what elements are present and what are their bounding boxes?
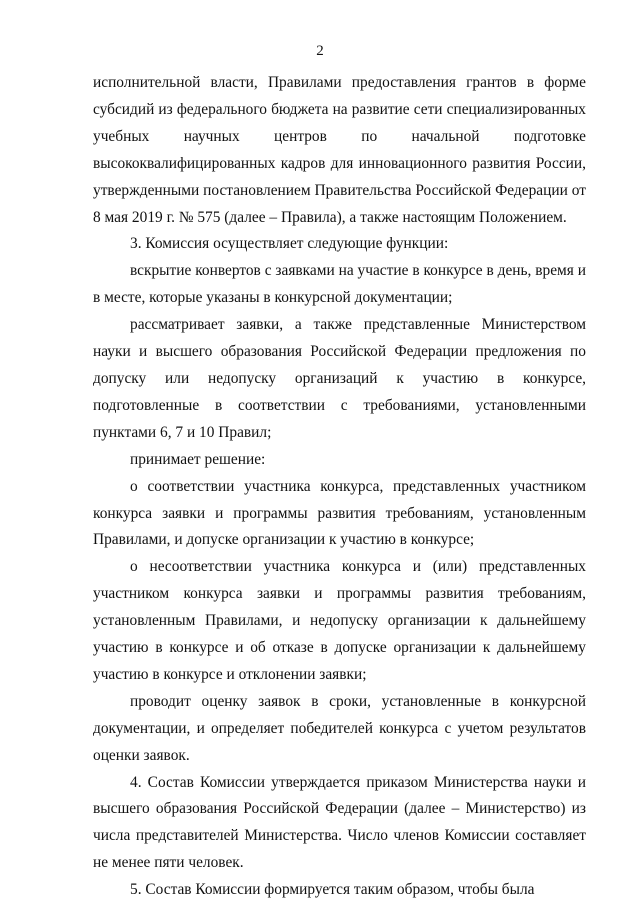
paragraph-function-opening-envelopes: вскрытие конвертов с заявками на участие в конкурсе в день, время и в месте, которые указаны в конкурсной документации; [93, 262, 586, 307]
paragraph-item-4: 4. Состав Комиссии утверждается приказом Министерства науки и высшего образования Российской Федерации (далее – Министерство) из числа представителей Министерства. Число членов Комиссии составляет не менее пяти человек. [93, 773, 586, 872]
paragraph-function-review-applications: рассматривает заявки, а также представленные Министерством науки и высшего образования Российской Федерации предложения по допуску или недопуску организаций к участию в конкурсе, подготовленные в соответствии с требованиями, установленными пунктами 6, 7 и 10 Правил; [93, 316, 586, 441]
paragraph-decision-compliance: о соответствии участника конкурса, представленных участником конкурса заявки и программы развития требованиям, установленным Правилами, и допуске организации к участию в конкурсе; [93, 477, 586, 549]
paragraph-item-5: 5. Состав Комиссии формируется таким образом, чтобы была [130, 881, 535, 899]
paragraph-function-evaluation: проводит оценку заявок в сроки, установленные в конкурсной документации, и определяет победителей конкурса с учетом результатов оценки заявок. [93, 692, 586, 764]
paragraph-item-3: 3. Комиссия осуществляет следующие функции: [130, 235, 449, 253]
paragraph-function-decision: принимает решение: [130, 450, 266, 468]
paragraph-intro: исполнительной власти, Правилами предоставления грантов в форме субсидий из федерального бюджета на развитие сети специализированных учебных научных центров по начальной подготовке высококвалифицированных кадров для инновационного развития России, утвержденными постановлением Правительства Российской Федерации от 8 мая 2019 г. № 575 (далее – Правила), а также настоящим Положением. [93, 74, 586, 226]
page-number: 2 [316, 43, 324, 59]
paragraph-decision-noncompliance: о несоответствии участника конкурса и (или) представленных участником конкурса заявки и программы развития требованиям, установленным Правилами, и недопуску организации к дальнейшему участию в конкурсе и об отказе в допуске организации к дальнейшему участию в конкурсе и отклонении заявки; [93, 558, 586, 683]
document-body [93, 70, 586, 904]
